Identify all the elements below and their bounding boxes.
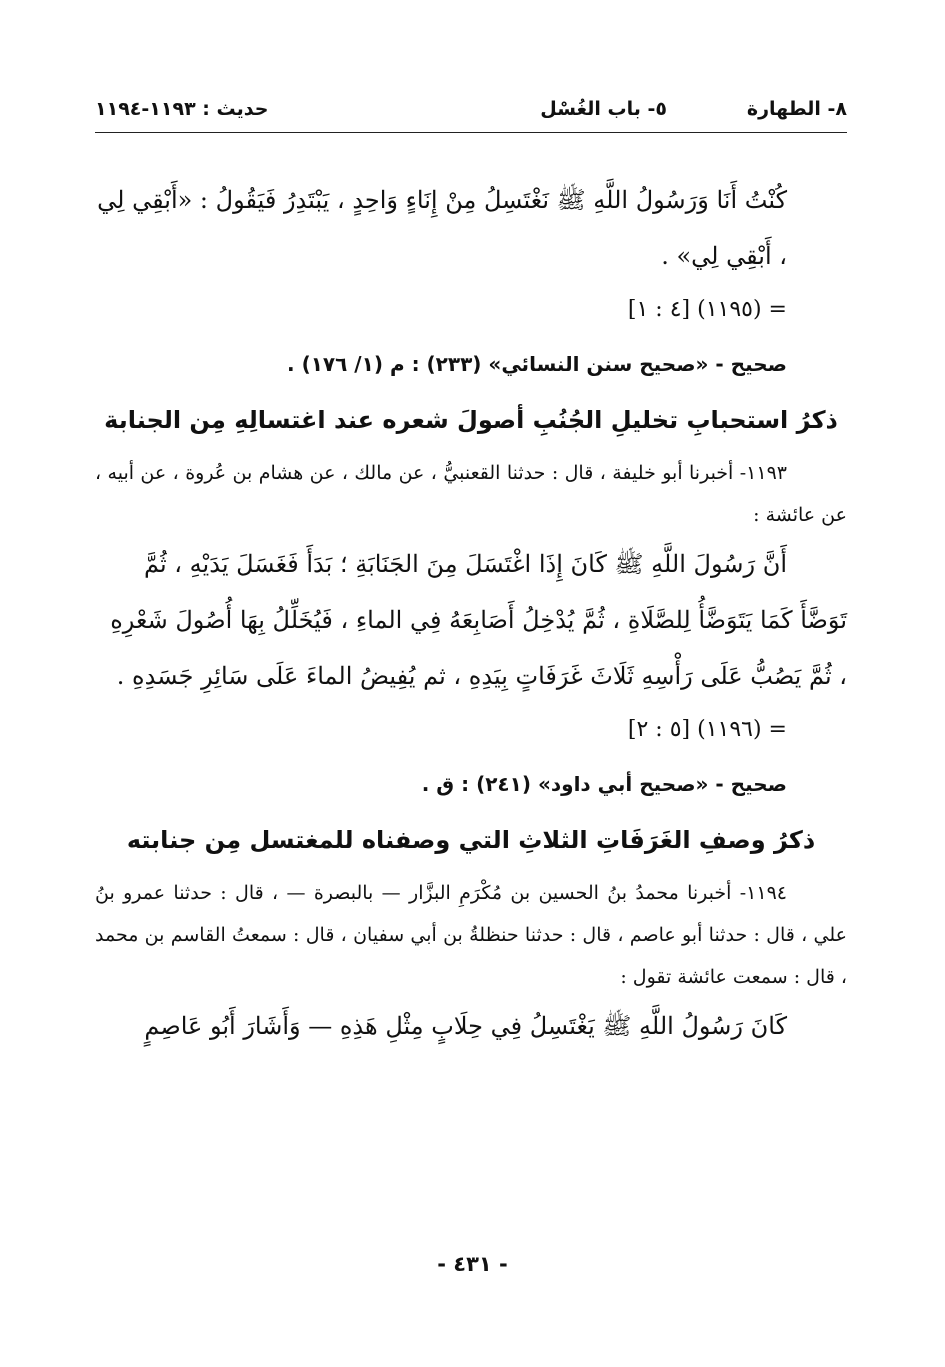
section-title-header: ٥- باب الغُسْل — [540, 98, 667, 120]
section-heading: ذكرُ وصفِ الغَرَفَاتِ الثلاثِ التي وصفناه للمغتسل مِن جنابته — [126, 826, 816, 854]
isnad-text: ١١٩٣- أخبرنا أبو خليفة ، قال : حدثنا القعنبيُّ ، عن مالك ، عن هشام بن عُروة ، عن أبيه ، عن عائشة : — [95, 462, 847, 526]
hadith-range: حديث : ١١٩٣-١١٩٤ — [95, 98, 269, 120]
section-heading: ذكرُ استحبابِ تخليلِ الجُنُبِ أصولَ شعره عند اغتسالِهِ مِن الجنابة — [104, 406, 838, 434]
hadith-text: أَنَّ رَسُولَ اللَّهِ ﷺ كَانَ إِذَا اغْتَسَلَ مِنَ الجَنَابَةِ ؛ بَدَأَ فَغَسَلَ يَدَيْهِ ، ثُمَّ تَوَضَّأَ كَمَا يَتَوَضَّأُ لِلصَّلَاةِ ، ثُمَّ يُدْخِلُ أَصَابِعَهُ فِي الماءِ ، فَيُخَلِّلُ بِهَا أُصُولَ شَعْرِهِ ، ثُمَّ يَصُبُّ عَلَى رَأْسِهِ ثَلَاثَ غَرَفَاتٍ بِيَدِهِ ، ثم يُفِيضُ الماءَ عَلَى سَائِرِ جَسَدِهِ . — [110, 550, 847, 690]
hadith-text: كُنْتُ أَنَا وَرَسُولُ اللَّهِ ﷺ نَغْتَسِلُ مِنْ إِنَاءٍ وَاحِدٍ ، يَبْتَدِرُ فَيَقُولُ : «أَبْقِي لِي ، أَبْقِي لِي» . — [97, 186, 787, 270]
hadith-isnad — [95, 872, 847, 998]
chapter-title: ٨- الطهارة — [746, 98, 847, 120]
running-header — [95, 92, 847, 133]
hadith-grade: صحيح - «صحيح أبي داود» (٢٤١) : ق . — [421, 772, 787, 796]
page-number: - ٤٣١ - — [437, 1252, 508, 1276]
cross-reference: = (١١٩٦) [٥ : ٢] — [627, 717, 787, 742]
hadith-isnad — [95, 452, 847, 536]
cross-reference: = (١١٩٥) [٤ : ١] — [627, 297, 787, 322]
isnad-text: ١١٩٤- أخبرنا محمدُ بنُ الحسين بن مُكْرَمِ البزَّار — بالبصرة — ، قال : حدثنا عمرو بنُ علي ، قال : حدثنا أبو عاصم ، قال : حدثنا حنظلةُ بن أبي سفيان ، قال : سمعتُ القاسم بن محمد ، قال : سمعت عائشة تقول : — [95, 882, 847, 988]
hadith-text: كَانَ رَسُولُ اللَّهِ ﷺ يَغْتَسِلُ فِي حِلَابٍ مِثْلِ هَذِهِ — وَأَشَارَ أَبُو عَاصِمٍ — [144, 1012, 787, 1040]
hadith-grade: صحيح - «صحيح سنن النسائي» (٢٣٣) : م (١/ ١٧٦) . — [287, 352, 787, 376]
page-body — [95, 172, 847, 1054]
